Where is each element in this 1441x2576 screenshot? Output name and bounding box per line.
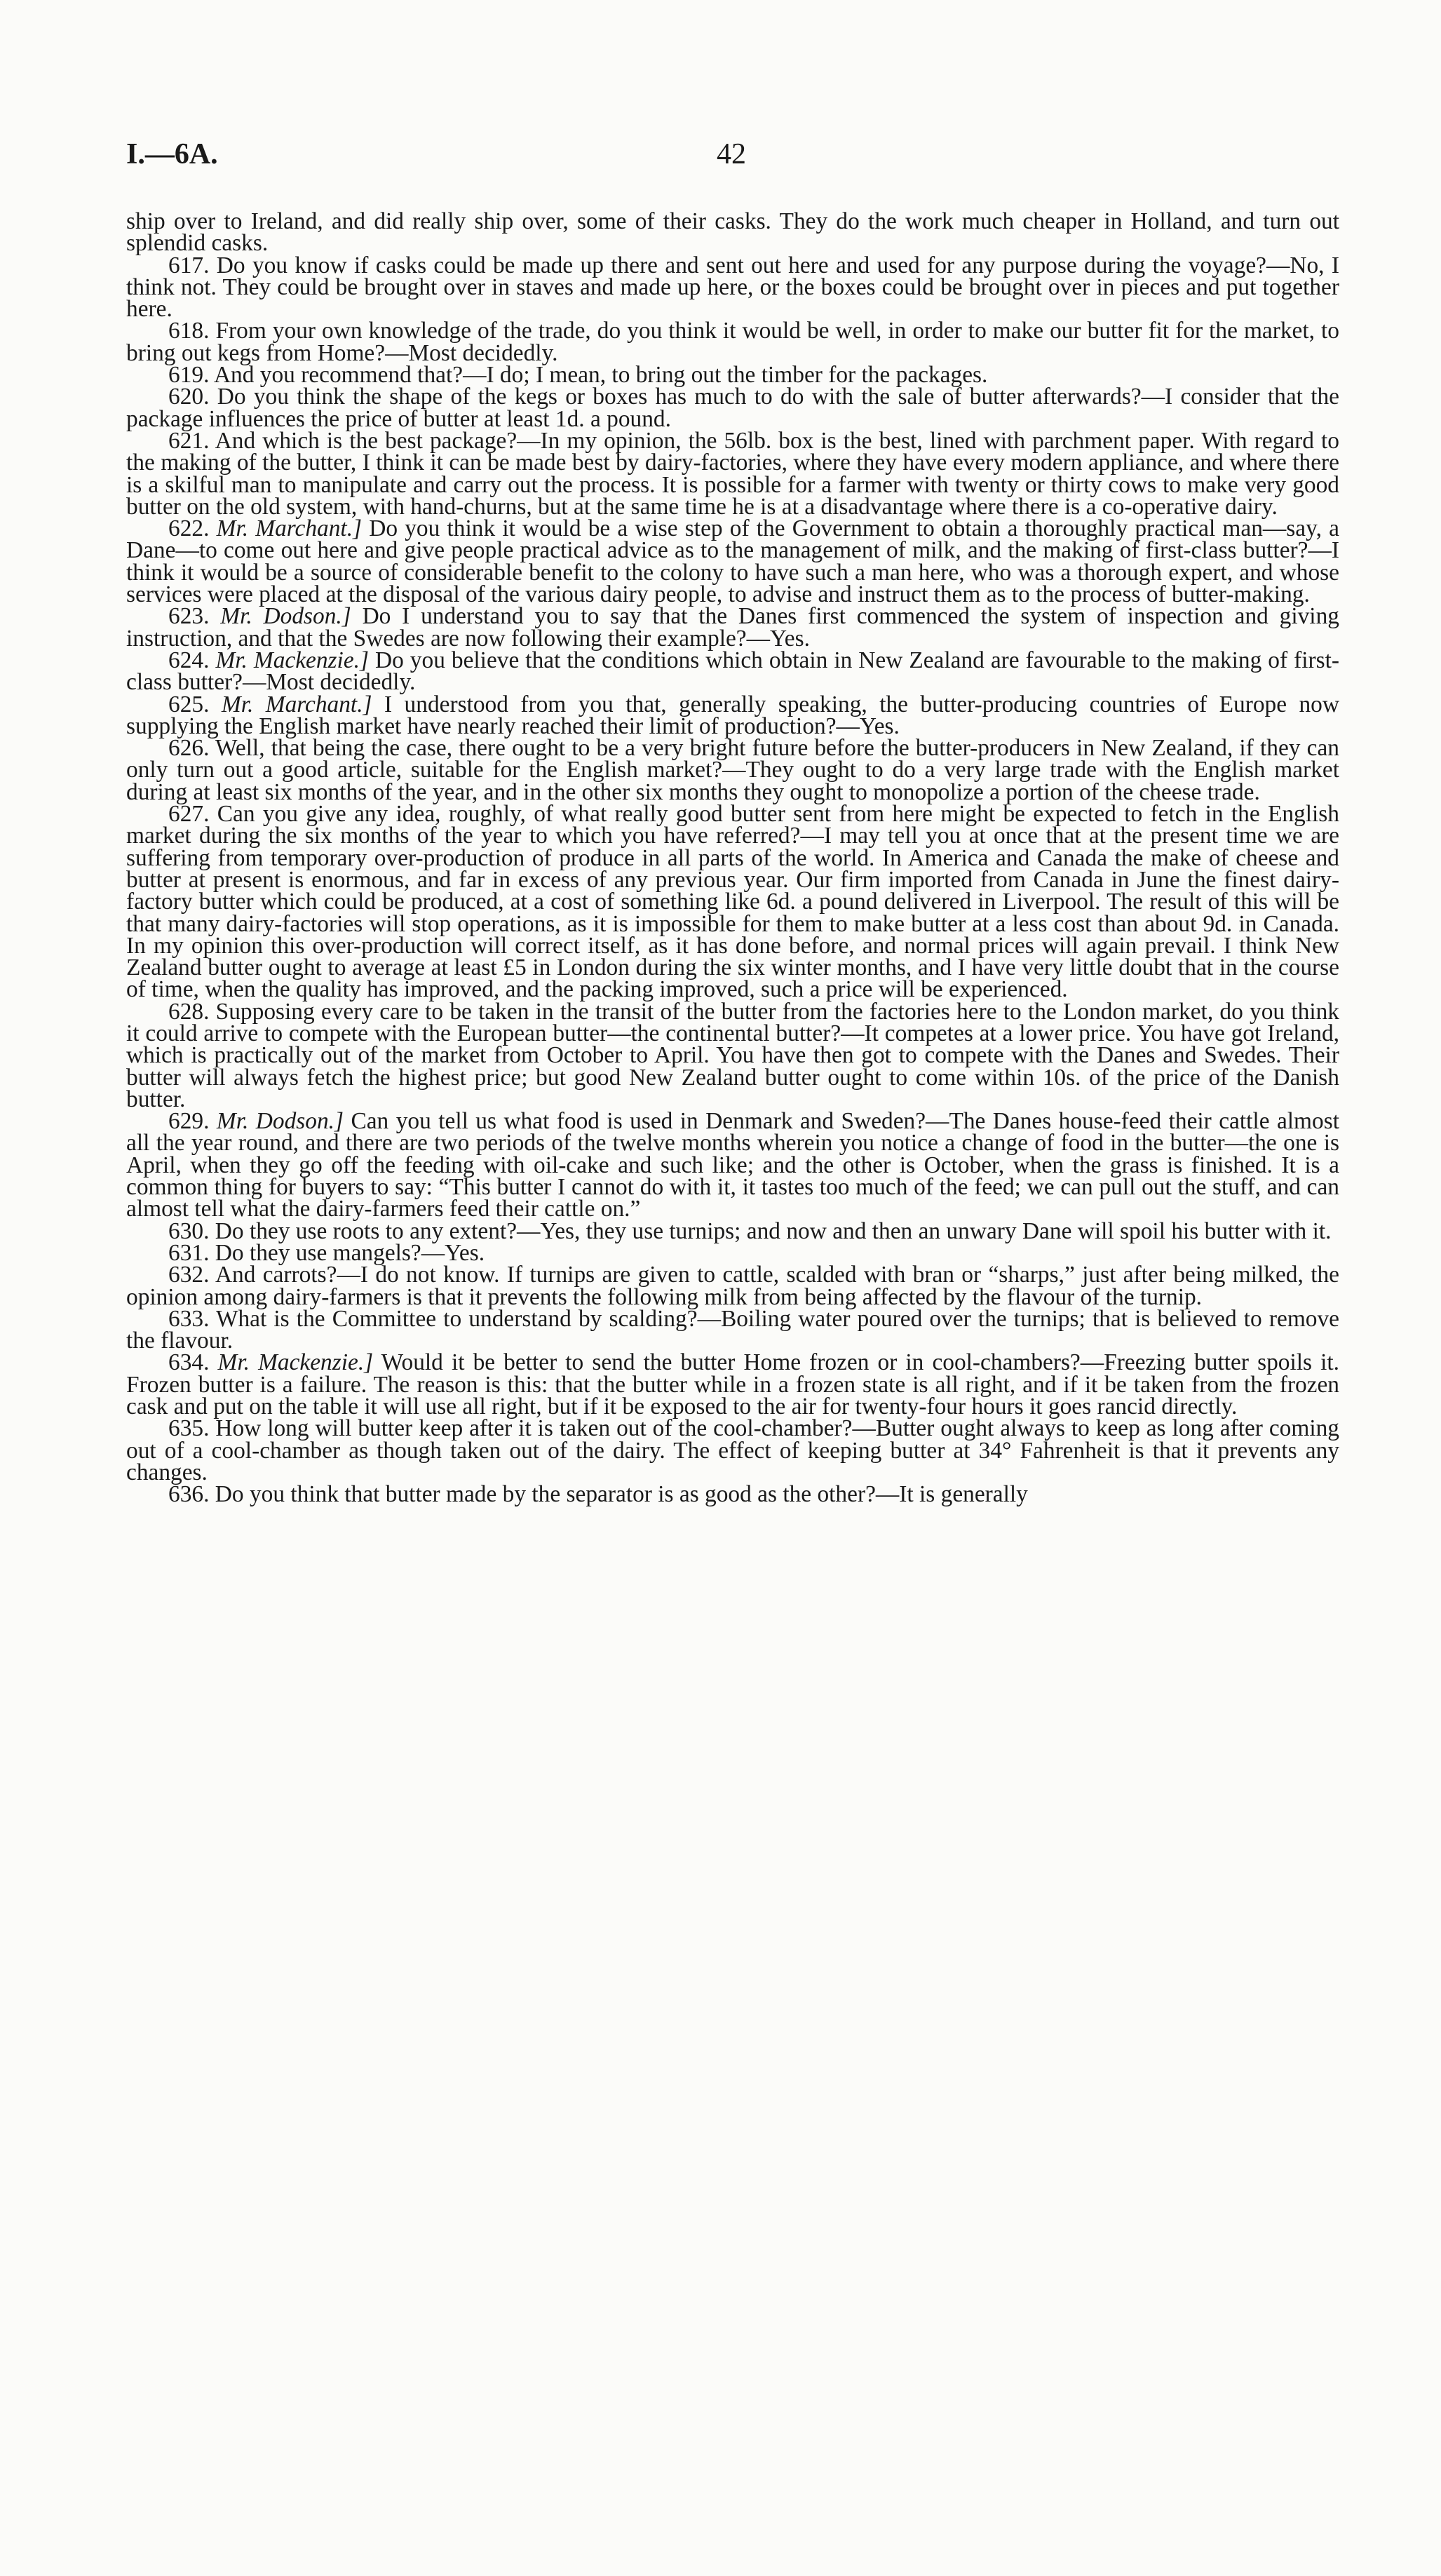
page-number: 42 [717, 138, 746, 170]
paragraph-text: 621. And which is the best package?—In my opinion, the 56lb. box is the best, lined with parchment paper. With regard to the making of the butter, I think it can be made best by dairy-factories, where they have every modern appliance, and where there is a skilful man to manipulate and carry out the process. It is possible for a farmer with twenty or thirty cows to make very good butter on the old system, with hand-churns, but at the same time he is at a disadvantage where there is a co-operative dairy. [126, 427, 1339, 520]
paragraph [126, 1264, 1339, 1308]
page-header [126, 137, 1339, 187]
paragraph [126, 1349, 1339, 1420]
question-number: 623. [168, 603, 210, 630]
paragraph-text: Would it be better to send the butter Home frozen or in cool-chambers?—Freezing butter spoils it. Frozen butter is a failure. The reason is this: that the butter while in a frozen state is all right, and if it be taken from the frozen cask and put on the table it will use all right, but if it be exposed to the air for twenty-four hours it goes rancid directly. [126, 1349, 1339, 1420]
question-number: 624. [168, 647, 210, 673]
speaker-name: Mr. Dodson.] [220, 603, 351, 630]
speaker-name: Mr. Mackenzie.] [215, 647, 369, 673]
paragraph [126, 252, 1339, 323]
paragraph [126, 386, 1339, 430]
paragraph-text: Can you tell us what food is used in Denmark and Sweden?—The Danes house-feed their cattle almost all the year round, and there are two periods of the twelve months wherein you notice a change of food in the butter—the one is April, when they go off the feeding with oil-cake and such like; and the other is October, when the grass is finished. It is a common thing for buyers to say: “This butter I cannot do with it, it tastes too much of the feed; we can pull out the stuff, and can almost tell what the dairy-farmers feed their cattle on.” [126, 1108, 1339, 1222]
speaker-name: Mr. Marchant.] [216, 515, 363, 542]
paragraph-text: Do I understand you to say that the Danes first commenced the system of inspection and giving instruction, and that the Swedes are now following their example?—Yes. [126, 603, 1339, 652]
paragraph-text: 631. Do they use mangels?—Yes. [168, 1239, 485, 1266]
paragraph-text: Do you believe that the conditions which obtain in New Zealand are favourable to the making of first-class butter?—Most decidedly. [126, 647, 1339, 696]
document-reference: I.—6A. [126, 138, 218, 170]
paragraph-text: 633. What is the Committee to understand by scalding?—Boiling water poured over the turnips; that is believed to remove the flavour. [126, 1305, 1339, 1354]
paragraph-text: 618. From your own knowledge of the trade, do you think it would be well, in order to make our butter fit for the market, to bring out kegs from Home?—Most decidedly. [126, 318, 1339, 366]
paragraph [126, 1481, 1339, 1508]
paragraph [126, 320, 1339, 364]
question-number: 634. [168, 1349, 210, 1376]
paragraph [126, 1220, 1339, 1242]
speaker-name: Mr. Marchant.] [221, 691, 372, 717]
document-body [126, 210, 1339, 1506]
paragraph-text: 626. Well, that being the case, there ought to be a very bright future before the butter-producers in New Zealand, if they can only turn out a good article, suitable for the English market?—They ought to do a very large trade with the English market during at least six months of the year, and in the other six months they ought to monopolize a portion of the cheese trade. [126, 735, 1339, 805]
question-number: 629. [168, 1108, 210, 1135]
paragraph-text: Do you think it would be a wise step of the Government to obtain a thoroughly practical man—say, a Dane—to come out here and give people practical advice as to the management of milk, and the making of first-class butter?—I think it would be a source of considerable benefit to the colony to have such a man here, who was a thorough expert, and whose services were placed at the disposal of the various dairy people, to advise and instruct them as to the process of butter-making. [126, 515, 1339, 608]
paragraph-text: 619. And you recommend that?—I do; I mean, to bring out the timber for the packages. [168, 362, 988, 389]
question-number: 625. [168, 691, 210, 717]
paragraph [126, 1305, 1339, 1354]
paragraph-text: ship over to Ireland, and did really ship over, some of their casks. They do the work much cheaper in Holland, and turn out splendid casks. [126, 208, 1339, 257]
paragraph-text: 630. Do they use roots to any extent?—Yes, they use turnips; and now and then an unwary Dane will spoil his butter with it. [168, 1218, 1332, 1244]
paragraph [126, 998, 1339, 1112]
paragraph [126, 1110, 1339, 1220]
paragraph [126, 362, 1339, 389]
paragraph-text: 620. Do you think the shape of the kegs or boxes has much to do with the sale of butter afterwards?—I consider that the package influences the price of butter at least 1d. a pound. [126, 384, 1339, 432]
paragraph-text: 617. Do you know if casks could be made up there and sent out here and used for any purpose during the voyage?—No, I think not. They could be brought over in staves and made up here, or the boxes could be brought over in pieces and put together here. [126, 252, 1339, 323]
paragraph-text: 636. Do you think that butter made by the separator is as good as the other?—It is generally [168, 1481, 1028, 1508]
paragraph-text: 632. And carrots?—I do not know. If turnips are given to cattle, scalded with bran or “sharps,” just after being milked, the opinion among dairy-farmers is that it prevents the following milk from being affected by the flavour of the turnip. [126, 1262, 1339, 1310]
paragraph [126, 427, 1339, 520]
speaker-name: Mr. Mackenzie.] [217, 1349, 374, 1376]
question-number: 622. [168, 515, 210, 542]
paragraph [126, 803, 1339, 1001]
paragraph [126, 603, 1339, 652]
paragraph-text: 628. Supposing every care to be taken in the transit of the butter from the factories here to the London market, do you think it could arrive to compete with the European butter—the continental butter?—It competes at a lower price. You have got Ireland, which is practically out of the market from October to April. You have then got to compete with the Danes and Swedes. Their butter will always fetch the highest price; but good New Zealand butter ought to come within 10s. of the price of the Danish butter. [126, 998, 1339, 1112]
paragraph [126, 1239, 1339, 1266]
paragraph-text: 627. Can you give any idea, roughly, of what really good butter sent from here might be expected to fetch in the English market during the six months of the year to which you have referred?—I may tell you at once that at the present time we are suffering from temporary over-production of produce in all parts of the world. In America and Canada the make of cheese and butter at present is enormous, and far in excess of any previous year. Our firm imported from Canada in June the finest dairy-factory butter which could be produced, at a cost of something like 6d. a pound delivered in Liverpool. The result of this will be that many dairy-factories will stop operations, as it is impossible for them to make butter at a less cost than about 9d. in Canada. In my opinion this over-production will correct itself, as it has done before, and normal prices will again prevail. I think New Zealand butter ought to average at least £5 in London during the six winter months, and I have very little doubt that in the course of time, when the quality has improved, and the packing improved, such a price will be experienced. [126, 801, 1339, 1003]
paragraph [126, 210, 1339, 255]
paragraph [126, 649, 1339, 694]
paragraph-text: 635. How long will butter keep after it is taken out of the cool-chamber?—Butter ought always to keep as long after coming out of a cool-chamber as though taken out of the dairy. The effect of keeping butter at 34° Fahrenheit is that it prevents any changes. [126, 1415, 1339, 1485]
paragraph [126, 1417, 1339, 1483]
paragraph [126, 691, 1339, 739]
paragraph [126, 737, 1339, 803]
paragraph-text: I understood from you that, generally speaking, the butter-producing countries of Europe now supplying the English market have nearly reached their limit of production?—Yes. [126, 691, 1339, 739]
speaker-name: Mr. Dodson.] [216, 1108, 344, 1135]
paragraph [126, 515, 1339, 608]
